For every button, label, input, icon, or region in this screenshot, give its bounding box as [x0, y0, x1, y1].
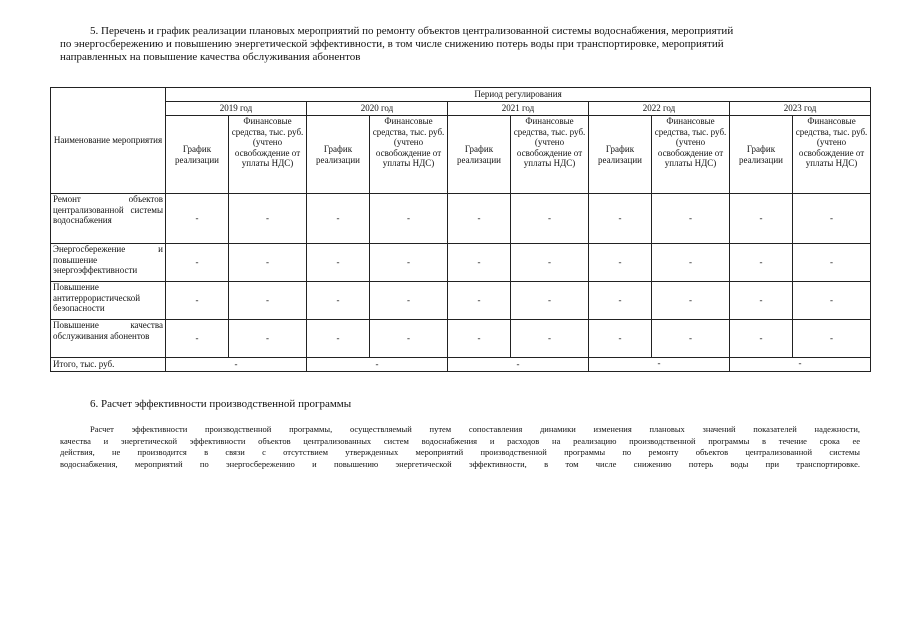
finance-cell: -	[370, 320, 448, 358]
activity-name: Ремонт объектов централизованной системы водоснабжения	[51, 194, 166, 244]
years-row	[51, 102, 871, 116]
schedule-cell: -	[307, 282, 370, 320]
section-6-heading: 6. Расчет эффективности производственной программы	[90, 398, 352, 410]
finance-cell: -	[793, 194, 871, 244]
finance-cell: -	[652, 320, 730, 358]
finance-cell: -	[511, 282, 589, 320]
activity-name: Повышение антитеррористической безопасности	[51, 282, 166, 320]
section-5-heading	[60, 25, 860, 64]
finance-cell: -	[793, 244, 871, 282]
section-5-heading-line: по энергосбережению и повышению энергетической эффективности, в том числе снижению потерь воды при транспортировке, мероприятий	[60, 38, 724, 50]
finance-cell: -	[511, 244, 589, 282]
paragraph-line: Расчет эффективности производственной программы, осуществляемый путем сопоставления динамики изменения плановых значений показателей надежности,	[90, 424, 860, 434]
total-value: -	[589, 358, 730, 372]
section-6-paragraph	[60, 424, 860, 470]
schedule-header: График реализации	[448, 116, 511, 194]
finance-cell: -	[229, 244, 307, 282]
activity-name: Энергосбережение и повышение энергоэффективности	[51, 244, 166, 282]
schedule-cell: -	[166, 194, 229, 244]
table-row	[51, 320, 871, 358]
finance-cell: -	[793, 282, 871, 320]
finance-cell: -	[370, 282, 448, 320]
finance-cell: -	[511, 320, 589, 358]
activity-name: Повышение качества обслуживания абонентов	[51, 320, 166, 358]
activities-table	[50, 87, 871, 372]
total-value: -	[307, 358, 448, 372]
table-row	[51, 244, 871, 282]
schedule-header: График реализации	[589, 116, 652, 194]
schedule-cell: -	[307, 244, 370, 282]
schedule-cell: -	[730, 244, 793, 282]
schedule-cell: -	[589, 194, 652, 244]
schedule-cell: -	[166, 282, 229, 320]
schedule-cell: -	[448, 244, 511, 282]
table-row	[51, 194, 871, 244]
year-header: 2021 год	[448, 102, 589, 116]
finance-header: Финансовые средства, тыс. руб. (учтено освобождение от уплаты НДС)	[229, 116, 307, 194]
section-5-heading-line: направленных на повышение качества обслуживания абонентов	[60, 51, 361, 63]
section-5-heading-line: 5. Перечень и график реализации плановых мероприятий по ремонту объектов централизованной системы водоснабжения, мероприятий	[90, 25, 734, 37]
finance-cell: -	[229, 194, 307, 244]
schedule-cell: -	[166, 244, 229, 282]
schedule-header: График реализации	[730, 116, 793, 194]
schedule-cell: -	[730, 282, 793, 320]
finance-header: Финансовые средства, тыс. руб. (учтено освобождение от уплаты НДС)	[652, 116, 730, 194]
finance-header: Финансовые средства, тыс. руб. (учтено освобождение от уплаты НДС)	[793, 116, 871, 194]
finance-cell: -	[652, 244, 730, 282]
schedule-cell: -	[448, 282, 511, 320]
schedule-cell: -	[307, 320, 370, 358]
schedule-cell: -	[589, 282, 652, 320]
finance-cell: -	[652, 194, 730, 244]
finance-cell: -	[511, 194, 589, 244]
schedule-cell: -	[730, 320, 793, 358]
schedule-header: График реализации	[307, 116, 370, 194]
year-header: 2023 год	[730, 102, 871, 116]
table-row	[51, 282, 871, 320]
subheader-row	[51, 116, 871, 194]
year-header: 2019 год	[166, 102, 307, 116]
total-label: Итого, тыс. руб.	[51, 358, 166, 372]
total-value: -	[448, 358, 589, 372]
total-value: -	[730, 358, 871, 372]
finance-header: Финансовые средства, тыс. руб. (учтено освобождение от уплаты НДС)	[511, 116, 589, 194]
finance-cell: -	[229, 320, 307, 358]
finance-cell: -	[370, 244, 448, 282]
finance-cell: -	[652, 282, 730, 320]
activity-name-header: Наименование мероприятия	[51, 88, 166, 194]
paragraph-line: действия, не производится в связи с отсутствием утвержденных мероприятий производственной программы по ремонту объектов централизованной системы	[60, 447, 860, 457]
schedule-cell: -	[589, 244, 652, 282]
paragraph-line: качества и энергетической эффективности объектов централизованных систем водоснабжения и расходов на реализацию производственной программы в течение срока ее	[60, 435, 860, 446]
table-header-row	[51, 88, 871, 102]
year-header: 2020 год	[307, 102, 448, 116]
schedule-cell: -	[448, 320, 511, 358]
schedule-cell: -	[589, 320, 652, 358]
total-row	[51, 358, 871, 372]
total-value: -	[166, 358, 307, 372]
finance-header: Финансовые средства, тыс. руб. (учтено освобождение от уплаты НДС)	[370, 116, 448, 194]
finance-cell: -	[229, 282, 307, 320]
period-header: Период регулирования	[166, 88, 871, 102]
schedule-cell: -	[448, 194, 511, 244]
year-header: 2022 год	[589, 102, 730, 116]
finance-cell: -	[793, 320, 871, 358]
schedule-cell: -	[730, 194, 793, 244]
finance-cell: -	[370, 194, 448, 244]
schedule-cell: -	[307, 194, 370, 244]
paragraph-line: водоснабжения, мероприятий по энергосбережению и повышению энергетической эффективности, в том числе снижению потерь воды при транспортировке.	[60, 458, 860, 469]
schedule-cell: -	[166, 320, 229, 358]
schedule-header: График реализации	[166, 116, 229, 194]
